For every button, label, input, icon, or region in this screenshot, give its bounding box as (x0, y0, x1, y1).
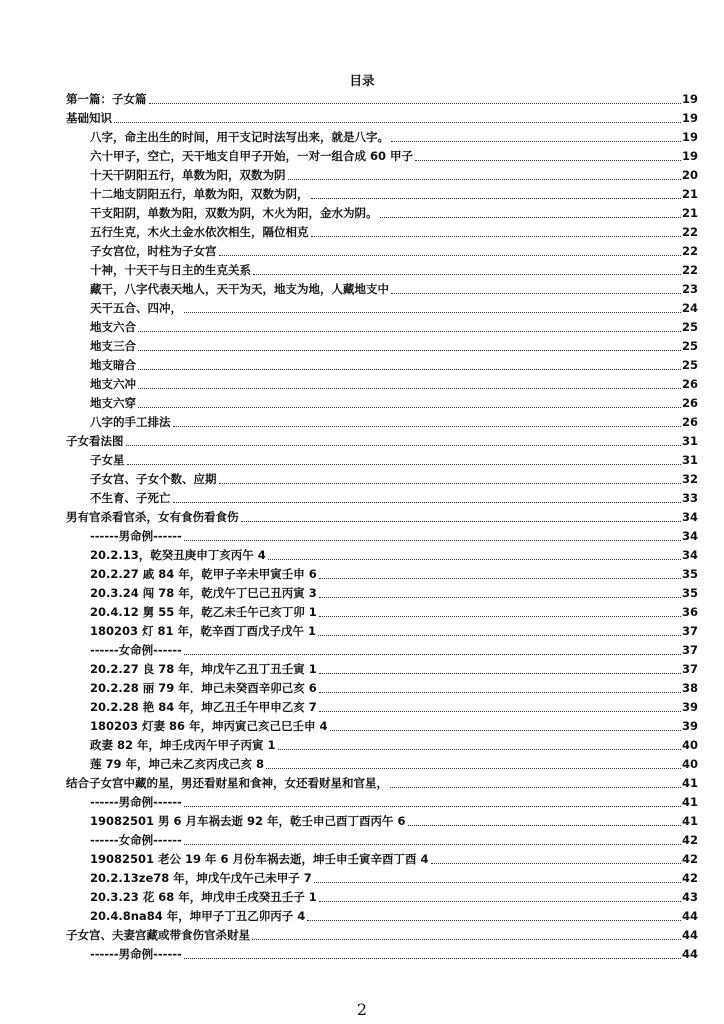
dot-leader (184, 844, 681, 845)
toc-entry-label: 子女宫、子女个数、应期 (90, 472, 217, 486)
toc-entry[interactable] (66, 166, 698, 185)
dot-leader (138, 331, 681, 332)
toc-entry-label: 180203 灯妻 86 年，坤丙寅己亥己巳壬申 4 (90, 719, 328, 733)
toc-entry-page: 37 (681, 662, 698, 676)
toc-entry-page: 40 (681, 757, 698, 771)
dot-leader (318, 635, 681, 636)
toc-entry[interactable] (66, 831, 698, 850)
toc-entry[interactable] (66, 280, 698, 299)
toc-entry[interactable] (66, 375, 698, 394)
toc-entry-label: 不生育、子死亡 (90, 491, 171, 505)
toc-entry-label: 六十甲子，空亡，天干地支自甲子开始，一对一组合成 60 甲子 (90, 149, 414, 163)
toc-entry[interactable] (66, 698, 698, 717)
toc-entry-page: 40 (681, 738, 698, 752)
toc-entry-label: 20.2.13ze78 年，坤戊午戊午己未甲子 7 (90, 871, 312, 885)
toc-entry-label: 基础知识 (66, 111, 112, 125)
toc-entry[interactable] (66, 641, 698, 660)
toc-entry-label: 子女宫位，时柱为子女宫 (90, 244, 217, 258)
dot-leader (431, 863, 681, 864)
toc-entry-label: 20.3.23 花 68 年，坤戊申壬戌癸丑壬子 1 (90, 890, 317, 904)
toc-entry-page: 34 (681, 510, 698, 524)
toc-entry-page: 42 (681, 833, 698, 847)
dot-leader (319, 901, 681, 902)
toc-entry[interactable] (66, 318, 698, 337)
toc-entry-page: 41 (681, 814, 698, 828)
toc-entry-label: 子女星 (90, 453, 125, 467)
toc-entry-label: 地支六合 (90, 320, 136, 334)
toc-entry-label: 结合子女宫中藏的星，男还看财星和食神，女还看财星和官星， (66, 776, 388, 790)
toc-entry[interactable] (66, 489, 698, 508)
dot-leader (241, 521, 681, 522)
toc-entry[interactable] (66, 451, 698, 470)
toc-entry-label: 干支阳阴，单数为阳，双数为阴，木火为阳，金水为阴。 (90, 206, 378, 220)
dot-leader (390, 787, 681, 788)
toc-entry[interactable] (66, 584, 698, 603)
toc-entry-page: 26 (681, 377, 698, 391)
dot-leader (319, 673, 681, 674)
dot-leader (319, 692, 681, 693)
toc-entry-page: 21 (681, 187, 698, 201)
toc-entry-label: 地支暗合 (90, 358, 136, 372)
toc-entry-page: 41 (681, 795, 698, 809)
toc-entry-page: 19 (681, 111, 698, 125)
toc-entry-label: 20.2.13，乾癸丑庚申丁亥丙午 4 (90, 548, 266, 562)
dot-leader (380, 217, 681, 218)
toc-entry-label: 19082501 老公 19 年 6 月份车祸去逝，坤壬申壬寅辛酉丁酉 4 (90, 852, 429, 866)
toc-entry-label: 十神，十天干与日主的生克关系 (90, 263, 251, 277)
dot-leader (138, 369, 681, 370)
toc-entry-label: 八字，命主出生的时间，用干支记时法写出来，就是八字。 (90, 130, 389, 144)
dot-leader (391, 141, 681, 142)
toc-entry-label: 五行生克，木火土金水依次相生，隔位相克 (90, 225, 309, 239)
toc-entry[interactable] (66, 242, 698, 261)
toc-entry-page: 32 (681, 472, 698, 486)
dot-leader (184, 958, 681, 959)
toc-entry[interactable] (66, 660, 698, 679)
dot-leader (173, 502, 681, 503)
toc-entry-page: 25 (681, 358, 698, 372)
toc-entry[interactable] (66, 812, 698, 831)
toc-entry-page: 31 (681, 453, 698, 467)
toc-entry-page: 33 (681, 491, 698, 505)
toc-entry-page: 31 (681, 434, 698, 448)
toc-entry[interactable] (66, 356, 698, 375)
toc-entry[interactable] (66, 926, 698, 945)
toc-entry-page: 43 (681, 890, 698, 904)
toc-entry-page: 20 (681, 168, 698, 182)
toc-entry-label: 莲 79 年，坤己未乙亥丙戌己亥 8 (90, 757, 265, 771)
toc-entry-page: 22 (681, 244, 698, 258)
dot-leader (319, 711, 681, 712)
toc-entry[interactable] (66, 850, 698, 869)
toc-entry-page: 35 (681, 586, 698, 600)
toc-entry-page: 19 (681, 149, 698, 163)
toc-entry-page: 44 (681, 928, 698, 942)
toc-entry-page: 25 (681, 320, 698, 334)
toc-entry[interactable] (66, 261, 698, 280)
dot-leader (311, 198, 681, 199)
dot-leader (149, 103, 681, 104)
toc-entry-label: ------男命例------ (90, 529, 182, 543)
toc-entry[interactable] (66, 90, 698, 109)
toc-entry-page: 26 (681, 415, 698, 429)
toc-entry-label: ------女命例------ (90, 643, 182, 657)
toc-entry-label: ------女命例------ (90, 833, 182, 847)
dot-leader (114, 122, 681, 123)
toc-entry-label: 八字的手工排法 (90, 415, 171, 429)
toc-entry-label: 十天干阴阳五行，单数为阳，双数为阴 (90, 168, 286, 182)
toc-entry[interactable] (66, 432, 698, 451)
toc-entry-page: 26 (681, 396, 698, 410)
toc-entry-label: 地支六冲 (90, 377, 136, 391)
dot-leader (288, 179, 681, 180)
page-number: 2 (356, 1000, 368, 1019)
toc-entry-label: 20.3.24 闯 78 年，乾戊午丁巳己丑丙寅 3 (90, 586, 317, 600)
toc-entry[interactable] (66, 527, 698, 546)
toc-entry-label: 19082501 男 6 月车祸去逝 92 年，乾壬申己酉丁酉丙午 6 (90, 814, 406, 828)
dot-leader (319, 616, 681, 617)
dot-leader (408, 825, 681, 826)
toc-entry-page: 19 (681, 92, 698, 106)
toc-entry[interactable] (66, 470, 698, 489)
toc-entry[interactable] (66, 337, 698, 356)
toc-entry[interactable] (66, 622, 698, 641)
toc-entry-page: 21 (681, 206, 698, 220)
toc-entry-page: 42 (681, 852, 698, 866)
dot-leader (184, 540, 681, 541)
toc-entry-label: 20.4.12 舅 55 年，乾乙未壬午己亥丁卯 1 (90, 605, 317, 619)
toc-entry[interactable] (66, 774, 698, 793)
toc-entry-page: 19 (681, 130, 698, 144)
toc-entry-label: 20.2.28 丽 79 年．坤己未癸酉辛卯己亥 6 (90, 681, 317, 695)
toc-entry-label: 180203 灯 81 年，乾辛酉丁酉戊子戊午 1 (90, 624, 317, 638)
dot-leader (184, 654, 681, 655)
toc-entry-page: 39 (681, 719, 698, 733)
toc-entry-page: 38 (681, 681, 698, 695)
toc-entry[interactable] (66, 109, 698, 128)
toc-entry-page: 22 (681, 263, 698, 277)
dot-leader (126, 445, 681, 446)
toc-entry[interactable] (66, 128, 698, 147)
toc-entry[interactable] (66, 679, 698, 698)
toc-entry-label: 20.2.28 艳 84 年，坤乙丑壬午甲申乙亥 7 (90, 700, 317, 714)
toc-entry-page: 23 (681, 282, 698, 296)
toc-entry[interactable] (66, 793, 698, 812)
dot-leader (391, 293, 681, 294)
toc-entry[interactable] (66, 147, 698, 166)
dot-leader (319, 578, 681, 579)
toc-entry[interactable] (66, 869, 698, 888)
toc-entry-label: 20.2.27 良 78 年，坤戊午乙丑丁丑壬寅 1 (90, 662, 317, 676)
toc-entry-page: 41 (681, 776, 698, 790)
dot-leader (219, 483, 681, 484)
toc-entry-label: ------男命例------ (90, 795, 182, 809)
toc-entry-page: 34 (681, 529, 698, 543)
dot-leader (319, 597, 681, 598)
toc-entry-label: 十二地支阴阳五行，单数为阳，双数为阴， (90, 187, 309, 201)
dot-leader (138, 407, 681, 408)
dot-leader (219, 255, 681, 256)
toc-entry[interactable] (66, 907, 698, 926)
toc-entry[interactable] (66, 717, 698, 736)
toc-entry-page: 22 (681, 225, 698, 239)
toc-entry-label: 地支六穿 (90, 396, 136, 410)
dot-leader (314, 882, 681, 883)
toc-entry[interactable] (66, 299, 698, 318)
toc-entry-label: 子女看法图 (66, 434, 124, 448)
dot-leader (311, 236, 681, 237)
dot-leader (253, 274, 681, 275)
toc-entry[interactable] (66, 413, 698, 432)
toc-entry[interactable] (66, 565, 698, 584)
toc-entry[interactable] (66, 394, 698, 413)
toc-entry-page: 25 (681, 339, 698, 353)
toc-entry-page: 37 (681, 624, 698, 638)
dot-leader (173, 426, 681, 427)
dot-leader (184, 312, 681, 313)
dot-leader (266, 768, 681, 769)
toc-entry[interactable] (66, 945, 698, 964)
toc-entry-label: 子女宫、夫妻宫藏或带食伤官杀财星 (66, 928, 250, 942)
dot-leader (127, 464, 681, 465)
toc-entry-label: 天干五合、四冲， (90, 301, 182, 315)
toc-entry-label: 20.4.8na84 年，坤甲子丁丑乙卯丙子 4 (90, 909, 306, 923)
dot-leader (252, 939, 681, 940)
toc-entry[interactable] (66, 185, 698, 204)
toc-entry-page: 37 (681, 643, 698, 657)
dot-leader (415, 160, 681, 161)
dot-leader (278, 749, 681, 750)
toc-entry-page: 42 (681, 871, 698, 885)
toc-entry[interactable] (66, 755, 698, 774)
toc-entry[interactable] (66, 603, 698, 622)
toc-entry-label: 20.2.27 戚 84 年，乾甲子辛未甲寅壬申 6 (90, 567, 317, 581)
toc-entry-page: 24 (681, 301, 698, 315)
dot-leader (268, 559, 681, 560)
toc-entry-page: 44 (681, 947, 698, 961)
dot-leader (138, 388, 681, 389)
toc-entry-page: 44 (681, 909, 698, 923)
toc-entry-label: ------男命例------ (90, 947, 182, 961)
dot-leader (330, 730, 681, 731)
toc-entry[interactable] (66, 204, 698, 223)
dot-leader (138, 350, 681, 351)
toc-entry-page: 34 (681, 548, 698, 562)
toc-entry-label: 藏干，八字代表天地人，天干为天，地支为地，人藏地支中 (90, 282, 389, 296)
toc-entry[interactable] (66, 888, 698, 907)
toc-entry-page: 39 (681, 700, 698, 714)
toc-entry[interactable] (66, 508, 698, 527)
toc-entry[interactable] (66, 736, 698, 755)
toc-entry-page: 36 (681, 605, 698, 619)
toc-entry-page: 35 (681, 567, 698, 581)
dot-leader (184, 806, 681, 807)
toc-entry-label: 男有官杀看官杀，女有食伤看食伤 (66, 510, 239, 524)
toc-entry[interactable] (66, 223, 698, 242)
toc-entry-label: 政妻 82 年，坤壬戌丙午甲子丙寅 1 (90, 738, 276, 752)
toc-entry-label: 第一篇：子女篇 (66, 92, 147, 106)
table-of-contents (66, 90, 698, 964)
toc-title: 目录 (349, 73, 375, 88)
toc-entry-label: 地支三合 (90, 339, 136, 353)
dot-leader (307, 920, 681, 921)
toc-entry[interactable] (66, 546, 698, 565)
